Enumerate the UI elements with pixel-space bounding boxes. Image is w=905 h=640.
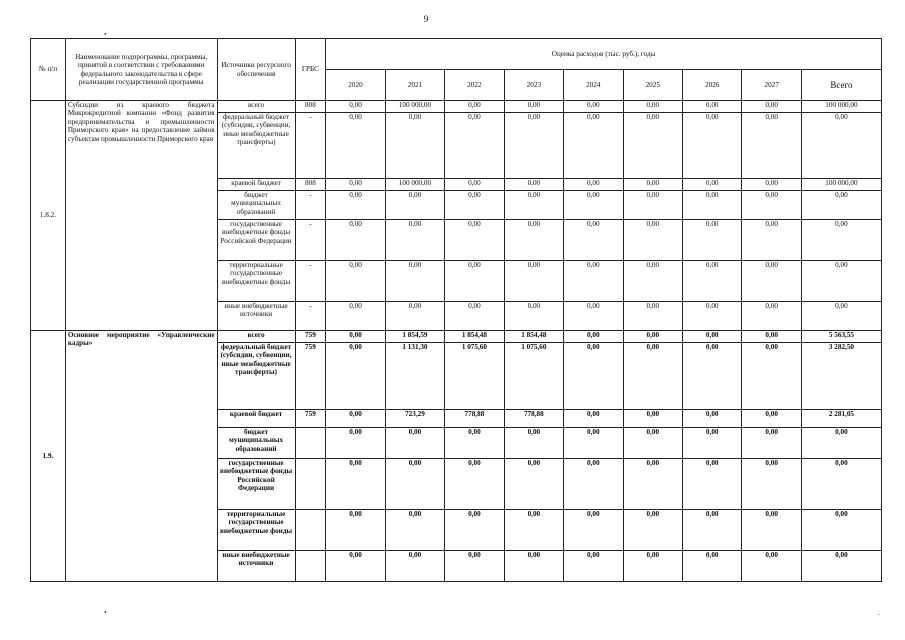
header-name: Наименование подпрограммы, программы, принятой в соответствии с требованиями федерального законодательства в сфере реализации государственной программы [65,39,217,101]
value-cell: 0,00 [385,113,444,179]
header-row [31,39,882,70]
value-cell: 0,00 [326,220,385,261]
value-cell: 0,00 [504,510,563,551]
value-cell: 0,00 [326,331,385,343]
value-cell: 0,00 [504,113,563,179]
value-cell: 0,00 [326,459,385,510]
funding-source: бюджет муниципальных образований [217,428,295,459]
header-year: 2024 [564,70,623,101]
value-cell: 0,00 [623,410,682,428]
value-cell: 100 000,00 [385,101,444,113]
value-cell: 0,00 [445,220,504,261]
header-year: 2026 [682,70,741,101]
value-cell: 0,00 [742,261,801,302]
row-number: 1.8.2. [31,101,66,331]
value-cell: 0,00 [385,261,444,302]
total-cell: 0,00 [801,459,881,510]
value-cell: 0,00 [326,428,385,459]
value-cell: 0,00 [504,220,563,261]
value-cell: 0,00 [326,302,385,331]
value-cell: 0,00 [326,101,385,113]
funding-source: краевой бюджет [217,410,295,428]
value-cell: 0,00 [564,191,623,220]
value-cell: 0,00 [682,113,741,179]
grbs-code: 759 [295,410,326,428]
value-cell: 0,00 [385,191,444,220]
value-cell: 0,00 [742,343,801,410]
value-cell: 0,00 [742,459,801,510]
value-cell: 0,00 [623,220,682,261]
value-cell: 0,00 [742,510,801,551]
value-cell: 0,00 [504,261,563,302]
grbs-code: - [295,220,326,261]
value-cell: 0,00 [742,428,801,459]
funding-source: территориальные государственные внебюджетные фонды [217,510,295,551]
value-cell: 0,00 [682,428,741,459]
value-cell: 0,00 [445,191,504,220]
value-cell: 0,00 [682,101,741,113]
value-cell: 0,00 [445,510,504,551]
value-cell: 0,00 [682,551,741,582]
value-cell: 0,00 [564,220,623,261]
value-cell: 0,00 [623,459,682,510]
value-cell: 0,00 [682,261,741,302]
total-cell: 0,00 [801,220,881,261]
value-cell: 0,00 [326,551,385,582]
value-cell: 0,00 [623,343,682,410]
value-cell: 1 075,60 [504,343,563,410]
value-cell: 0,00 [682,302,741,331]
value-cell: 0,00 [385,428,444,459]
value-cell: 0,00 [504,101,563,113]
value-cell: 0,00 [445,302,504,331]
total-cell: 0,00 [801,510,881,551]
value-cell: 0,00 [623,510,682,551]
scan-speck: • [104,608,107,617]
value-cell: 0,00 [326,113,385,179]
grbs-code: 759 [295,331,326,343]
funding-source: краевой бюджет [217,179,295,191]
value-cell: 0,00 [623,302,682,331]
value-cell: 1 854,59 [385,331,444,343]
value-cell: 0,00 [623,191,682,220]
value-cell: 0,00 [682,191,741,220]
header-year: 2022 [445,70,504,101]
value-cell: 0,00 [385,220,444,261]
value-cell: 0,00 [504,179,563,191]
funding-source: государственные внебюджетные фонды Российской Федерации [217,220,295,261]
funding-source: государственные внебюджетные фонды Российской Федерации [217,459,295,510]
grbs-code: - [295,302,326,331]
value-cell: 1 075,60 [445,343,504,410]
value-cell: 0,00 [504,191,563,220]
value-cell: 0,00 [504,459,563,510]
total-cell: 2 281,05 [801,410,881,428]
grbs-code [295,459,326,510]
total-cell: 0,00 [801,261,881,302]
total-cell: 0,00 [801,302,881,331]
grbs-code [295,428,326,459]
total-cell: 5 563,55 [801,331,881,343]
header-year: 2027 [742,70,801,101]
header-year: Всего [801,70,881,101]
value-cell: 0,00 [564,101,623,113]
value-cell: 0,00 [742,113,801,179]
value-cell: 778,88 [445,410,504,428]
grbs-code: - [295,261,326,302]
total-cell: 100 000,00 [801,101,881,113]
value-cell: 0,00 [623,551,682,582]
value-cell: 723,29 [385,410,444,428]
value-cell: 0,00 [564,343,623,410]
header-sources: Источники ресурсного обеспечения [217,39,295,101]
value-cell: 0,00 [682,220,741,261]
value-cell: 100 000,00 [385,179,444,191]
value-cell: 0,00 [445,179,504,191]
value-cell: 0,00 [504,428,563,459]
total-cell: 3 282,50 [801,343,881,410]
row-number: 1.9. [31,331,66,582]
total-cell: 0,00 [801,113,881,179]
value-cell: 0,00 [326,179,385,191]
grbs-code [295,510,326,551]
value-cell: 0,00 [623,261,682,302]
value-cell: 0,00 [682,179,741,191]
value-cell: 0,00 [445,428,504,459]
header-year: 2020 [326,70,385,101]
value-cell: 0,00 [564,261,623,302]
value-cell: 0,00 [564,428,623,459]
value-cell: 0,00 [623,179,682,191]
funding-source: федеральный бюджет (субсидии, субвенции, иные межбюджетные трансферты) [217,343,295,410]
grbs-code [295,551,326,582]
value-cell: 0,00 [564,510,623,551]
budget-table [30,38,882,582]
value-cell: 778,88 [504,410,563,428]
header-estimate: Оценка расходов (тыс. руб.), годы [326,39,882,70]
value-cell: 0,00 [445,261,504,302]
value-cell: 1 131,30 [385,343,444,410]
funding-source: иные внебюджетные источники [217,302,295,331]
value-cell: 0,00 [682,410,741,428]
grbs-code: 759 [295,343,326,410]
value-cell: 0,00 [326,191,385,220]
value-cell: 0,00 [682,331,741,343]
value-cell: 0,00 [564,302,623,331]
value-cell: 0,00 [623,113,682,179]
value-cell: 0,00 [742,191,801,220]
value-cell: 0,00 [445,551,504,582]
value-cell: 0,00 [623,101,682,113]
scan-speck: • [104,30,107,39]
value-cell: 0,00 [504,302,563,331]
table-row [31,331,882,343]
value-cell: 0,00 [385,302,444,331]
funding-source: бюджет муниципальных образований [217,191,295,220]
grbs-code: 808 [295,179,326,191]
value-cell: 0,00 [564,331,623,343]
value-cell: 0,00 [326,510,385,551]
value-cell: 0,00 [445,113,504,179]
value-cell: 0,00 [742,331,801,343]
value-cell: 0,00 [504,551,563,582]
value-cell: 0,00 [445,459,504,510]
value-cell: 0,00 [385,510,444,551]
value-cell: 1 854,48 [445,331,504,343]
value-cell: 0,00 [682,459,741,510]
total-cell: 0,00 [801,191,881,220]
value-cell: 0,00 [742,551,801,582]
value-cell: 0,00 [564,113,623,179]
header-year: 2023 [504,70,563,101]
header-year: 2025 [623,70,682,101]
header-year: 2021 [385,70,444,101]
funding-source: федеральный бюджет (субсидии, субвенции, иные межбюджетные трансферты) [217,113,295,179]
funding-source: всего [217,101,295,113]
table-row [31,101,882,113]
value-cell: 0,00 [564,459,623,510]
value-cell: 0,00 [564,410,623,428]
value-cell: 0,00 [682,343,741,410]
total-cell: 100 000,00 [801,179,881,191]
program-name: Основное мероприятие «Управленческие кадры» [65,331,217,582]
value-cell: 0,00 [623,331,682,343]
scan-speck: . [878,608,880,617]
program-name: Субсидии из краевого бюджета Микрокредитной компании «Фонд развития предпринимательства и промышленности Приморского края» на предоставление займов субъектам промышленности Приморского края [65,101,217,331]
value-cell: 0,00 [326,261,385,302]
total-cell: 0,00 [801,428,881,459]
value-cell: 0,00 [385,551,444,582]
value-cell: 0,00 [742,410,801,428]
value-cell: 0,00 [564,551,623,582]
page-number: 9 [423,14,429,24]
value-cell: 0,00 [742,179,801,191]
value-cell: 0,00 [326,343,385,410]
funding-source: территориальные государственные внебюджетные фонды [217,261,295,302]
value-cell: 0,00 [385,459,444,510]
funding-source: всего [217,331,295,343]
value-cell: 0,00 [742,302,801,331]
funding-source: иные внебюджетные источники [217,551,295,582]
value-cell: 0,00 [326,410,385,428]
grbs-code: - [295,191,326,220]
value-cell: 0,00 [742,101,801,113]
value-cell: 0,00 [445,101,504,113]
grbs-code: 808 [295,101,326,113]
value-cell: 0,00 [564,179,623,191]
header-grbs: ГРБС [295,39,326,101]
total-cell: 0,00 [801,551,881,582]
value-cell: 0,00 [742,220,801,261]
value-cell: 1 854,48 [504,331,563,343]
header-num: № п/п [31,39,66,101]
value-cell: 0,00 [623,428,682,459]
grbs-code: - [295,113,326,179]
value-cell: 0,00 [682,510,741,551]
